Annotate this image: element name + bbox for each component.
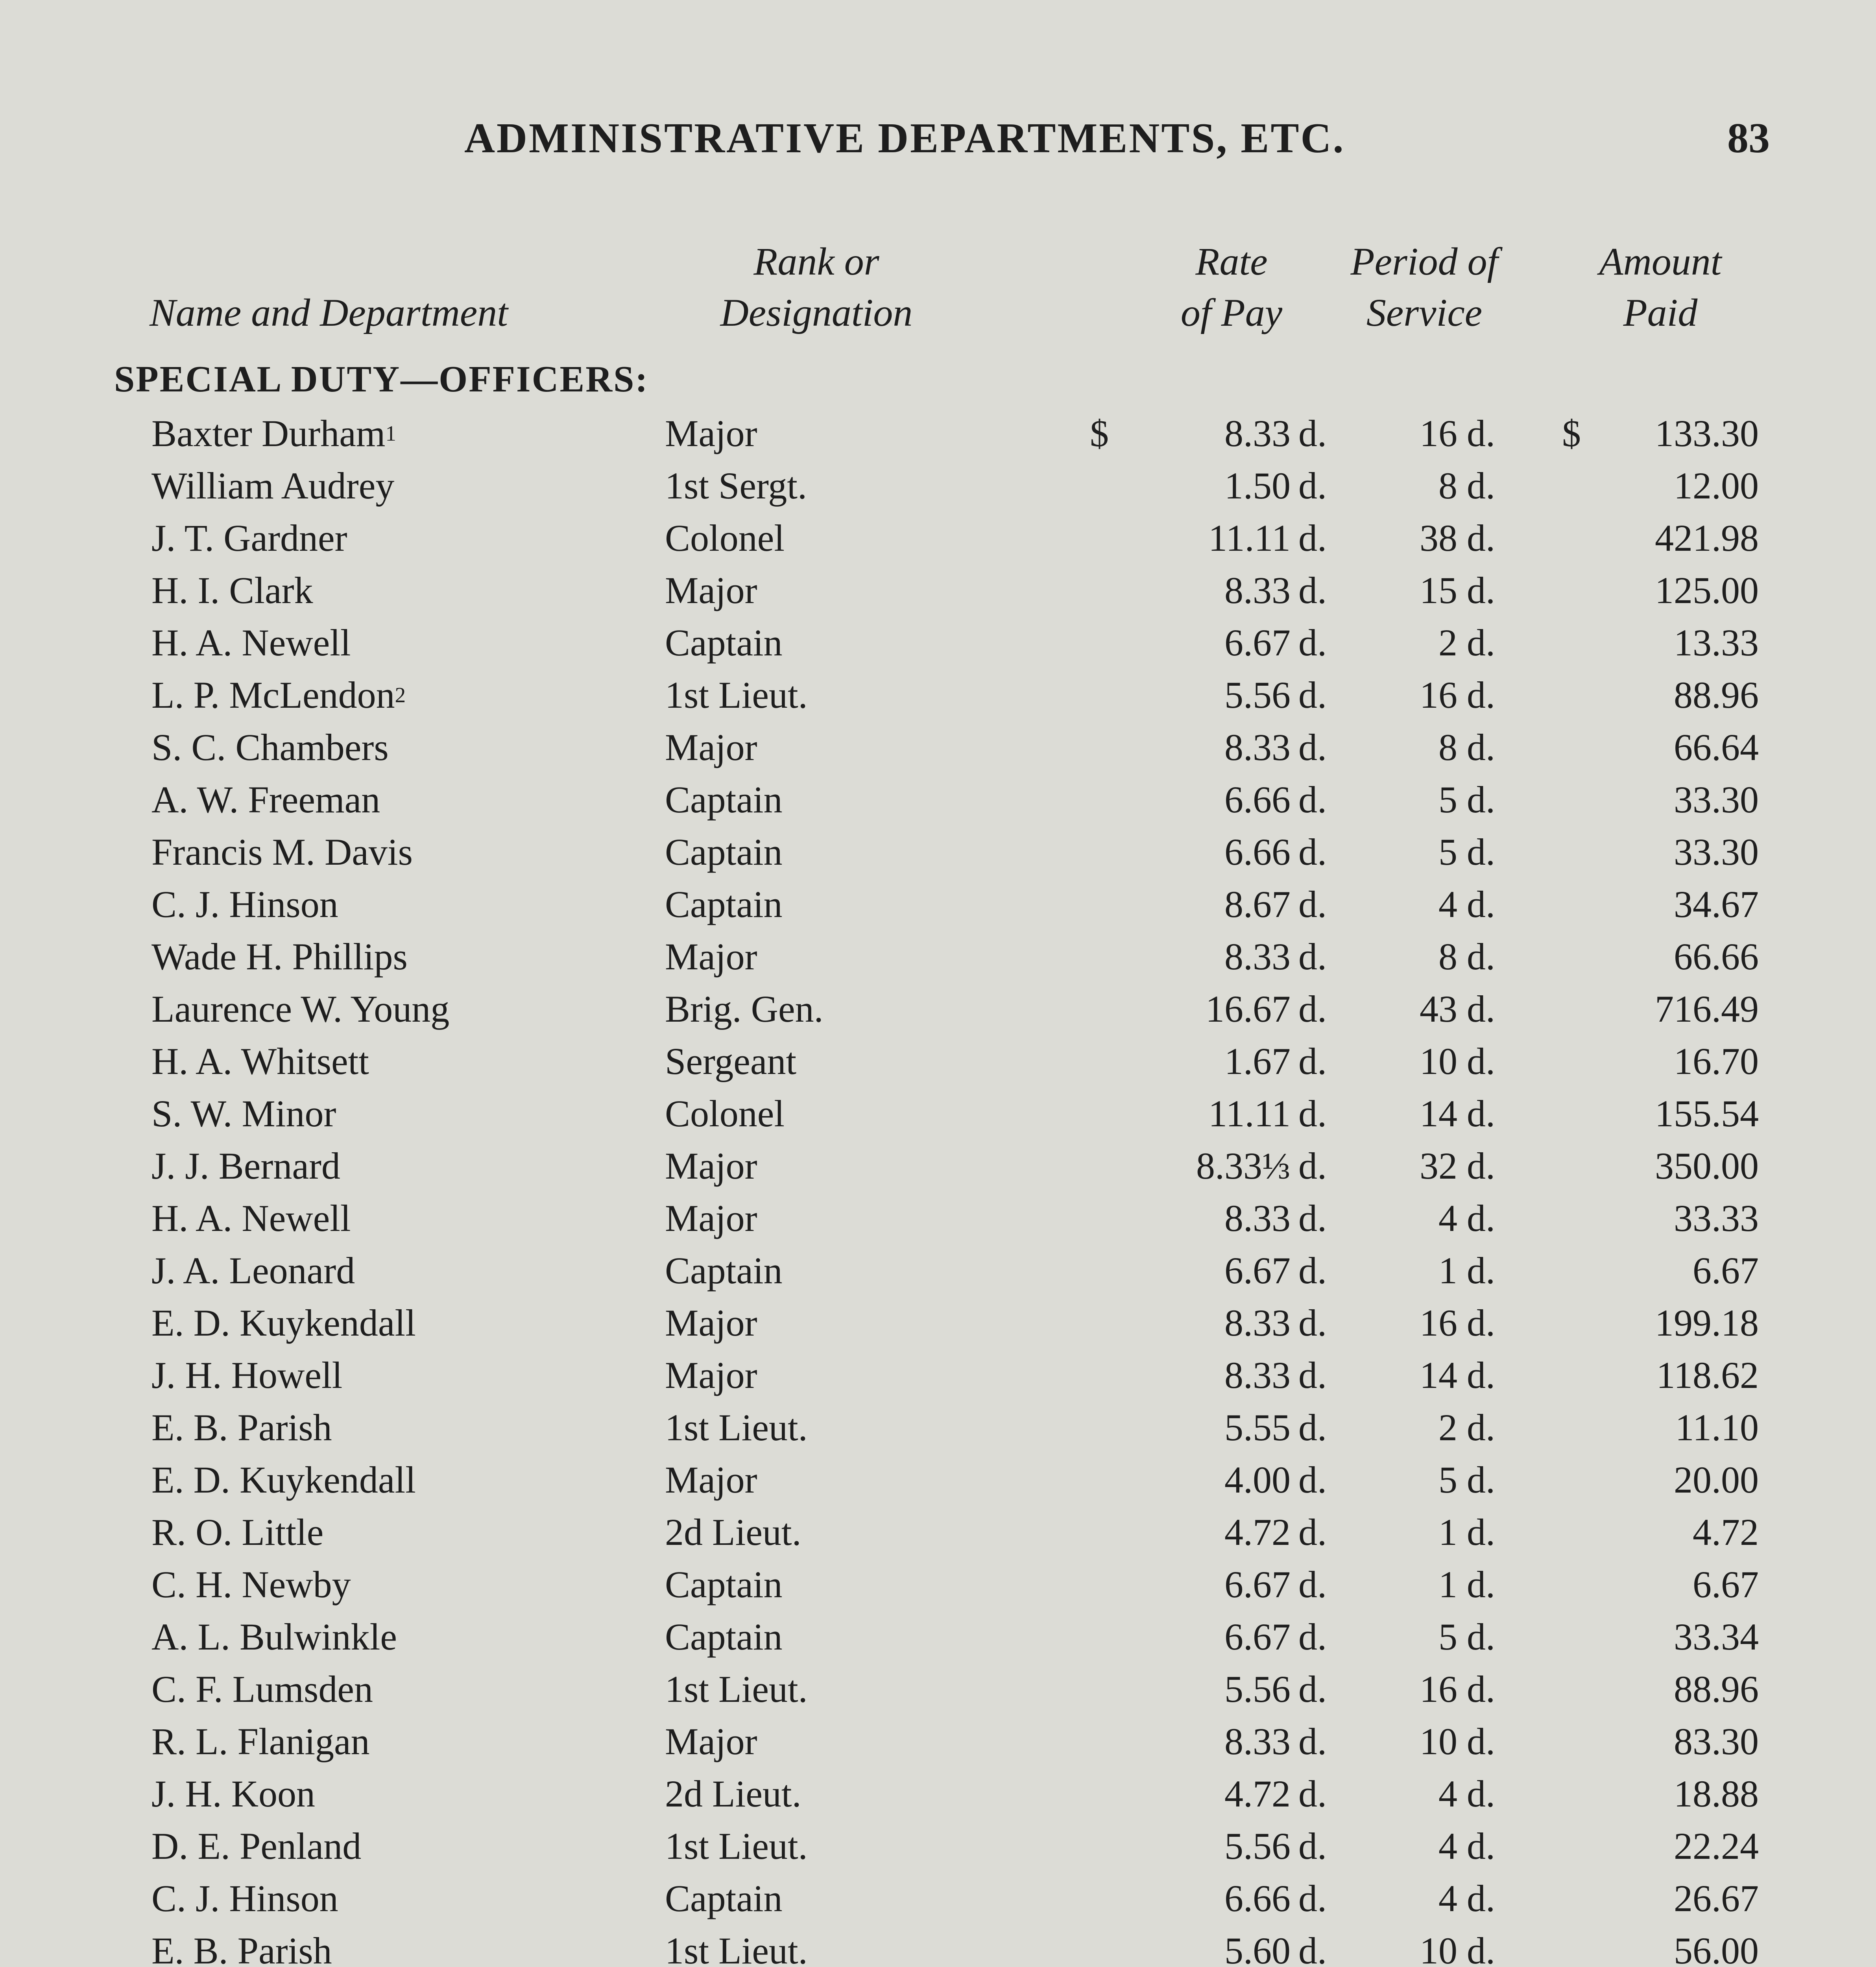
rank-text: Major <box>665 1197 757 1239</box>
name-cell <box>151 1349 659 1401</box>
rate-cell: 8.33 <box>1224 412 1291 454</box>
rank-text: Major <box>665 1720 757 1762</box>
rate-unit: d. <box>1298 1668 1327 1710</box>
rate-cell: 6.67 <box>1224 622 1291 664</box>
rank-cell <box>665 1401 1102 1454</box>
period-cell: 2 d. <box>1438 622 1495 664</box>
rate-cell: 6.66 <box>1224 779 1291 821</box>
rate-cell: 5.55 <box>1224 1406 1291 1448</box>
pay-table <box>0 407 1876 1967</box>
rank-cell <box>665 512 1102 564</box>
footnote-marker: 2 <box>395 683 406 707</box>
period-cell: 16 d. <box>1420 412 1495 454</box>
name-cell <box>151 1558 659 1611</box>
rank-text: Major <box>665 1354 757 1396</box>
table-row <box>0 1244 1876 1297</box>
period-cell: 10 d. <box>1420 1040 1495 1082</box>
rate-unit: d. <box>1298 831 1327 873</box>
rate-unit: d. <box>1298 1616 1327 1658</box>
name-cell <box>151 1297 659 1349</box>
name-cell <box>151 930 659 983</box>
table-row <box>0 1663 1876 1715</box>
rank-text: 1st Lieut. <box>665 1668 808 1710</box>
amount-cell: 22.24 <box>1674 1825 1759 1867</box>
rank-cell <box>665 1611 1102 1663</box>
period-cell: 8 d. <box>1438 726 1495 768</box>
amount-cell: 88.96 <box>1674 674 1759 716</box>
rate-unit: d. <box>1298 1197 1327 1239</box>
rank-cell <box>665 1349 1102 1401</box>
column-header-rate <box>1149 236 1314 338</box>
name-cell <box>151 1506 659 1558</box>
rate-cell: 8.33⅓ <box>1196 1145 1291 1187</box>
name-text: L. P. McLendon <box>151 674 395 716</box>
name-text: H. A. Whitsett <box>151 1040 369 1082</box>
table-row <box>0 669 1876 721</box>
rank-cell <box>665 1925 1102 1967</box>
name-text: S. C. Chambers <box>151 726 389 768</box>
rate-unit: d. <box>1298 674 1327 716</box>
rate-cell: 5.56 <box>1224 674 1291 716</box>
rate-unit: d. <box>1298 1249 1327 1292</box>
name-cell <box>151 1715 659 1768</box>
table-row <box>0 1035 1876 1087</box>
amount-cell: 33.30 <box>1674 779 1759 821</box>
amount-cell: 118.62 <box>1656 1354 1759 1396</box>
rank-cell <box>665 1820 1102 1872</box>
name-cell <box>151 878 659 930</box>
period-cell: 32 d. <box>1420 1145 1495 1187</box>
rate-cell: 4.72 <box>1224 1773 1291 1815</box>
rank-text: Major <box>665 1459 757 1501</box>
rate-unit: d. <box>1298 1825 1327 1867</box>
period-cell: 5 d. <box>1438 831 1495 873</box>
period-cell: 8 d. <box>1438 936 1495 978</box>
name-cell <box>151 773 659 826</box>
rate-cell: 8.33 <box>1224 569 1291 611</box>
name-cell <box>151 1768 659 1820</box>
rank-cell <box>665 878 1102 930</box>
rate-unit: d. <box>1298 1302 1327 1344</box>
amount-cell: 133.30 <box>1655 412 1759 454</box>
rate-cell: 11.11 <box>1208 517 1291 559</box>
column-header-amount <box>1558 236 1763 338</box>
amount-cell: 20.00 <box>1674 1459 1759 1501</box>
name-text: J. J. Bernard <box>151 1145 340 1187</box>
rank-cell <box>665 1244 1102 1297</box>
amount-cell: 155.54 <box>1655 1092 1759 1135</box>
rate-unit: d. <box>1298 569 1327 611</box>
rank-text: Captain <box>665 622 783 664</box>
rate-unit: d. <box>1298 1092 1327 1135</box>
rate-unit: d. <box>1298 936 1327 978</box>
table-row <box>0 1715 1876 1768</box>
rank-text: 1st Lieut. <box>665 1930 808 1967</box>
amount-cell: 18.88 <box>1674 1773 1759 1815</box>
period-cell: 2 d. <box>1438 1406 1495 1448</box>
name-text: H. A. Newell <box>151 1197 351 1239</box>
column-header-amount-line1: Amount <box>1599 240 1722 283</box>
rate-cell: 6.66 <box>1224 831 1291 873</box>
name-text: A. W. Freeman <box>151 779 380 821</box>
table-row <box>0 930 1876 983</box>
rate-cell: 6.66 <box>1224 1877 1291 1919</box>
name-cell <box>151 1244 659 1297</box>
name-cell <box>151 512 659 564</box>
amount-cell: 12.00 <box>1674 465 1759 507</box>
rate-cell: 6.67 <box>1224 1563 1291 1605</box>
table-row <box>0 1925 1876 1967</box>
amount-cell: 33.34 <box>1674 1616 1759 1658</box>
rank-cell <box>665 1140 1102 1192</box>
page-header-title: ADMINISTRATIVE DEPARTMENTS, ETC. <box>464 115 1345 162</box>
rate-unit: d. <box>1298 1459 1327 1501</box>
period-cell: 16 d. <box>1420 674 1495 716</box>
amount-cell: 350.00 <box>1655 1145 1759 1187</box>
column-header-rate-line2: of Pay <box>1180 291 1283 334</box>
table-row <box>0 1140 1876 1192</box>
name-text: Baxter Durham <box>151 412 386 454</box>
rate-unit: d. <box>1298 622 1327 664</box>
period-cell: 1 d. <box>1438 1511 1495 1553</box>
amount-cell: 66.64 <box>1674 726 1759 768</box>
rate-cell: 11.11 <box>1208 1092 1291 1135</box>
name-text: Wade H. Phillips <box>151 936 408 978</box>
name-cell <box>151 616 659 669</box>
table-row <box>0 773 1876 826</box>
amount-cell: 34.67 <box>1674 883 1759 925</box>
name-text: William Audrey <box>151 465 395 507</box>
table-row <box>0 1349 1876 1401</box>
period-cell: 38 d. <box>1420 517 1495 559</box>
rank-text: Captain <box>665 1249 783 1292</box>
table-row <box>0 1768 1876 1820</box>
table-row <box>0 564 1876 616</box>
table-row <box>0 407 1876 459</box>
column-header-period-line2: Service <box>1366 291 1483 334</box>
name-text: J. A. Leonard <box>151 1249 355 1292</box>
column-header-name-text: Name and Department <box>150 291 508 334</box>
rate-unit: d. <box>1298 517 1327 559</box>
rank-text: Captain <box>665 1616 783 1658</box>
amount-currency-symbol: $ <box>1562 412 1581 454</box>
amount-cell: 83.30 <box>1674 1720 1759 1762</box>
period-cell: 43 d. <box>1420 988 1495 1030</box>
table-row <box>0 1558 1876 1611</box>
period-cell: 1 d. <box>1438 1249 1495 1292</box>
table-row <box>0 1297 1876 1349</box>
name-text: D. E. Penland <box>151 1825 362 1867</box>
column-header-period-line1: Period of <box>1350 240 1498 283</box>
rate-unit: d. <box>1298 726 1327 768</box>
rank-cell <box>665 1506 1102 1558</box>
rate-unit: d. <box>1298 779 1327 821</box>
name-text: E. D. Kuykendall <box>151 1302 416 1344</box>
table-row <box>0 1087 1876 1140</box>
name-text: J. H. Howell <box>151 1354 343 1396</box>
rank-text: Captain <box>665 1563 783 1605</box>
name-text: C. H. Newby <box>151 1563 351 1605</box>
table-row <box>0 826 1876 878</box>
name-cell <box>151 407 659 459</box>
name-cell <box>151 1925 659 1967</box>
rate-unit: d. <box>1298 988 1327 1030</box>
rank-cell <box>665 1087 1102 1140</box>
rate-unit: d. <box>1298 1930 1327 1967</box>
rank-text: Captain <box>665 1877 783 1919</box>
amount-cell: 199.18 <box>1655 1302 1759 1344</box>
rank-cell <box>665 1192 1102 1244</box>
rate-cell: 1.67 <box>1224 1040 1291 1082</box>
name-text: R. O. Little <box>151 1511 324 1553</box>
period-cell: 15 d. <box>1420 569 1495 611</box>
period-cell: 5 d. <box>1438 1459 1495 1501</box>
name-text: R. L. Flanigan <box>151 1720 370 1762</box>
rank-text: 2d Lieut. <box>665 1773 801 1815</box>
rank-text: Captain <box>665 779 783 821</box>
rank-text: Major <box>665 1302 757 1344</box>
rank-text: Sergeant <box>665 1040 797 1082</box>
name-cell <box>151 826 659 878</box>
rate-cell: 5.60 <box>1224 1930 1291 1967</box>
rank-cell <box>665 669 1102 721</box>
table-row <box>0 616 1876 669</box>
rank-text: 1st Lieut. <box>665 1406 808 1448</box>
rate-unit: d. <box>1298 412 1327 454</box>
rank-cell <box>665 1297 1102 1349</box>
name-cell <box>151 1087 659 1140</box>
name-text: S. W. Minor <box>151 1092 336 1135</box>
section-heading: SPECIAL DUTY—OFFICERS: <box>114 359 649 400</box>
name-text: H. A. Newell <box>151 622 351 664</box>
period-cell: 5 d. <box>1438 779 1495 821</box>
table-row <box>0 512 1876 564</box>
rank-cell <box>665 564 1102 616</box>
name-cell <box>151 1820 659 1872</box>
amount-cell: 33.33 <box>1674 1197 1759 1239</box>
amount-cell: 4.72 <box>1693 1511 1759 1553</box>
period-cell: 16 d. <box>1420 1668 1495 1710</box>
rank-text: Captain <box>665 831 783 873</box>
rank-cell <box>665 616 1102 669</box>
rank-text: 1st Lieut. <box>665 1825 808 1867</box>
rate-unit: d. <box>1298 1877 1327 1919</box>
rank-text: 1st Lieut. <box>665 674 808 716</box>
rank-cell <box>665 826 1102 878</box>
table-row <box>0 1820 1876 1872</box>
name-text: A. L. Bulwinkle <box>151 1616 397 1658</box>
rank-text: Colonel <box>665 517 785 559</box>
rate-cell: 8.33 <box>1224 936 1291 978</box>
rate-cell: 5.56 <box>1224 1825 1291 1867</box>
rate-unit: d. <box>1298 1406 1327 1448</box>
column-header-name <box>150 287 602 338</box>
period-cell: 8 d. <box>1438 465 1495 507</box>
name-text: E. B. Parish <box>151 1406 332 1448</box>
table-row <box>0 1872 1876 1925</box>
rank-cell <box>665 1454 1102 1506</box>
column-header-rank-line1: Rank or <box>753 240 879 283</box>
name-cell <box>151 459 659 512</box>
period-cell: 4 d. <box>1438 1773 1495 1815</box>
rank-text: Major <box>665 936 757 978</box>
column-header-rank-line2: Designation <box>720 291 913 334</box>
rate-unit: d. <box>1298 1354 1327 1396</box>
period-cell: 4 d. <box>1438 1877 1495 1919</box>
amount-cell: 421.98 <box>1655 517 1759 559</box>
rank-text: 1st Sergt. <box>665 465 807 507</box>
name-cell <box>151 1401 659 1454</box>
period-cell: 16 d. <box>1420 1302 1495 1344</box>
name-cell <box>151 1454 659 1506</box>
table-row <box>0 1611 1876 1663</box>
name-text: E. D. Kuykendall <box>151 1459 416 1501</box>
rank-cell <box>665 983 1102 1035</box>
amount-cell: 11.10 <box>1675 1406 1759 1448</box>
rank-text: Brig. Gen. <box>665 988 824 1030</box>
rate-cell: 8.67 <box>1224 883 1291 925</box>
amount-cell: 26.67 <box>1674 1877 1759 1919</box>
name-text: Francis M. Davis <box>151 831 413 873</box>
name-text: H. I. Clark <box>151 569 313 611</box>
period-cell: 4 d. <box>1438 883 1495 925</box>
name-cell <box>151 1140 659 1192</box>
name-text: C. F. Lumsden <box>151 1668 373 1710</box>
rank-cell <box>665 721 1102 773</box>
rate-unit: d. <box>1298 1511 1327 1553</box>
period-cell: 14 d. <box>1420 1354 1495 1396</box>
rate-unit: d. <box>1298 1145 1327 1187</box>
amount-cell: 66.66 <box>1674 936 1759 978</box>
rank-text: Captain <box>665 883 783 925</box>
rate-cell: 8.33 <box>1224 1197 1291 1239</box>
name-text: J. T. Gardner <box>151 517 347 559</box>
rate-unit: d. <box>1298 1040 1327 1082</box>
name-cell <box>151 1872 659 1925</box>
rate-unit: d. <box>1298 1720 1327 1762</box>
period-cell: 4 d. <box>1438 1825 1495 1867</box>
rank-cell <box>665 930 1102 983</box>
rate-cell: 16.67 <box>1206 988 1291 1030</box>
rank-text: Major <box>665 412 757 454</box>
table-row <box>0 878 1876 930</box>
name-cell <box>151 669 659 721</box>
rate-unit: d. <box>1298 465 1327 507</box>
table-row <box>0 459 1876 512</box>
table-row <box>0 1401 1876 1454</box>
rank-cell <box>665 1768 1102 1820</box>
rate-cell: 8.33 <box>1224 1354 1291 1396</box>
rate-currency-symbol: $ <box>1090 412 1109 454</box>
rate-cell: 6.67 <box>1224 1616 1291 1658</box>
period-cell: 14 d. <box>1420 1092 1495 1135</box>
name-text: Laurence W. Young <box>151 988 450 1030</box>
rank-cell <box>665 773 1102 826</box>
rate-cell: 8.33 <box>1224 726 1291 768</box>
period-cell: 5 d. <box>1438 1616 1495 1658</box>
rate-cell: 8.33 <box>1224 1302 1291 1344</box>
name-cell <box>151 983 659 1035</box>
table-row <box>0 983 1876 1035</box>
amount-cell: 16.70 <box>1674 1040 1759 1082</box>
rank-cell <box>665 1872 1102 1925</box>
amount-cell: 88.96 <box>1674 1668 1759 1710</box>
rank-cell <box>665 1558 1102 1611</box>
name-cell <box>151 1035 659 1087</box>
name-cell <box>151 1611 659 1663</box>
rank-cell <box>665 1035 1102 1087</box>
amount-cell: 13.33 <box>1674 622 1759 664</box>
rank-text: Colonel <box>665 1092 785 1135</box>
table-row <box>0 1192 1876 1244</box>
rate-cell: 8.33 <box>1224 1720 1291 1762</box>
rate-unit: d. <box>1298 1563 1327 1605</box>
rate-unit: d. <box>1298 1773 1327 1815</box>
amount-cell: 33.30 <box>1674 831 1759 873</box>
name-text: C. J. Hinson <box>151 1877 338 1919</box>
column-header-rate-line1: Rate <box>1195 240 1268 283</box>
period-cell: 4 d. <box>1438 1197 1495 1239</box>
name-cell <box>151 564 659 616</box>
rate-cell: 5.56 <box>1224 1668 1291 1710</box>
table-row <box>0 1454 1876 1506</box>
rate-cell: 4.00 <box>1224 1459 1291 1501</box>
name-cell <box>151 721 659 773</box>
rank-text: Major <box>665 569 757 611</box>
rate-cell: 6.67 <box>1224 1249 1291 1292</box>
rate-cell: 4.72 <box>1224 1511 1291 1553</box>
rate-unit: d. <box>1298 883 1327 925</box>
name-cell <box>151 1192 659 1244</box>
column-header-rank <box>689 236 944 338</box>
page-number: 83 <box>1727 115 1770 162</box>
column-header-period <box>1314 236 1534 338</box>
period-cell: 10 d. <box>1420 1720 1495 1762</box>
column-header-amount-line2: Paid <box>1623 291 1698 334</box>
table-row <box>0 721 1876 773</box>
rank-cell <box>665 1715 1102 1768</box>
rank-cell <box>665 407 1102 459</box>
name-text: C. J. Hinson <box>151 883 338 925</box>
amount-cell: 6.67 <box>1693 1249 1759 1292</box>
table-row <box>0 1506 1876 1558</box>
rank-cell <box>665 459 1102 512</box>
name-text: J. H. Koon <box>151 1773 316 1815</box>
rate-cell: 1.50 <box>1224 465 1291 507</box>
rank-text: Major <box>665 1145 757 1187</box>
footnote-marker: 1 <box>385 421 396 445</box>
rank-text: Major <box>665 726 757 768</box>
name-text: E. B. Parish <box>151 1930 332 1967</box>
rank-cell <box>665 1663 1102 1715</box>
period-cell: 1 d. <box>1438 1563 1495 1605</box>
amount-cell: 716.49 <box>1655 988 1759 1030</box>
amount-cell: 125.00 <box>1655 569 1759 611</box>
amount-cell: 56.00 <box>1674 1930 1759 1967</box>
amount-cell: 6.67 <box>1693 1563 1759 1605</box>
rank-text: 2d Lieut. <box>665 1511 801 1553</box>
name-cell <box>151 1663 659 1715</box>
period-cell: 10 d. <box>1420 1930 1495 1967</box>
